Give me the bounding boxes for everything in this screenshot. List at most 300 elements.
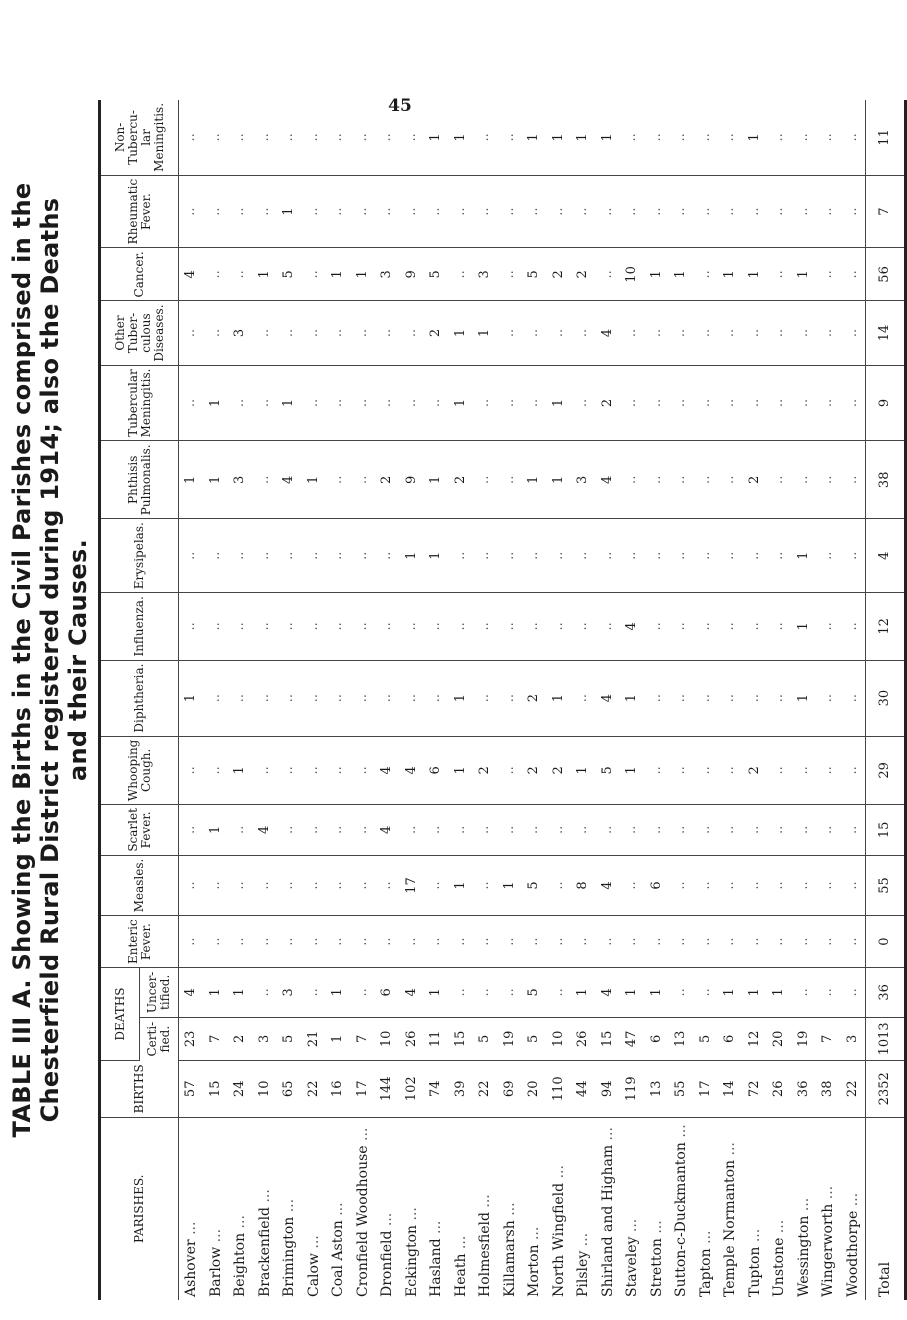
cause-cell — [253, 365, 278, 441]
parish-name: Heath — [452, 1253, 469, 1297]
cause-cell — [816, 175, 841, 248]
empty-leader-dots: .. — [722, 551, 737, 560]
cause-cell — [841, 175, 866, 248]
uncertified-cell: 4 — [596, 968, 621, 1018]
table-row — [277, 100, 302, 1300]
empty-leader-dots: .. — [232, 551, 247, 560]
empty-leader-dots: .. — [795, 825, 811, 835]
cause-cell: 1 — [547, 100, 572, 175]
total-cause: 4 — [866, 519, 906, 593]
empty-leader-dots: .. — [305, 937, 321, 946]
certified-cell: 7 — [351, 1017, 376, 1060]
cause-cell — [400, 660, 425, 736]
births-cell: 15 — [204, 1061, 229, 1117]
empty-leader-dots: .. — [550, 551, 566, 560]
empty-leader-dots: .. — [550, 988, 566, 997]
empty-leader-dots: .. — [697, 133, 713, 142]
cause-cell — [694, 805, 719, 856]
cause-cell: 1 — [571, 736, 596, 804]
cause-cell — [351, 805, 376, 856]
empty-leader-dots: .. — [207, 133, 223, 142]
cause-cell — [179, 301, 204, 365]
cause-cell — [767, 100, 792, 175]
empty-leader-dots: .. — [428, 825, 443, 835]
empty-leader-dots: .. — [477, 937, 492, 946]
certified-cell: 7 — [204, 1017, 229, 1060]
empty-leader-dots: .. — [403, 133, 419, 142]
empty-leader-dots: .. — [648, 207, 664, 216]
cause-cell — [694, 365, 719, 441]
empty-leader-dots: .. — [305, 328, 321, 338]
cause-cell — [816, 736, 841, 804]
cause-cell — [522, 301, 547, 365]
empty-leader-dots: .. — [428, 622, 443, 631]
empty-leader-dots: .. — [795, 398, 811, 408]
leader-dots: ... — [673, 1124, 689, 1143]
cause-cell — [498, 100, 523, 175]
empty-leader-dots: .. — [501, 270, 517, 279]
cause-cell: 1 — [204, 805, 229, 856]
empty-leader-dots: .. — [795, 328, 811, 338]
cause-cell: 2 — [547, 248, 572, 301]
cause-cell — [326, 805, 351, 856]
cause-cell: 5 — [596, 736, 621, 804]
empty-leader-dots: .. — [379, 881, 394, 890]
leader-dots: ... — [795, 1197, 812, 1216]
table-row — [449, 100, 474, 1300]
cause-cell — [326, 660, 351, 736]
empty-leader-dots: .. — [256, 937, 272, 946]
empty-leader-dots: .. — [305, 270, 321, 279]
cause-cell — [473, 441, 498, 519]
empty-leader-dots: .. — [183, 766, 198, 775]
certified-cell: 3 — [841, 1017, 866, 1060]
births-cell: 22 — [473, 1061, 498, 1117]
empty-leader-dots: .. — [624, 825, 639, 835]
cause-cell: 4 — [375, 805, 400, 856]
parish-name: Wingerworth — [820, 1203, 836, 1297]
empty-leader-dots: .. — [648, 398, 664, 408]
table-row — [522, 100, 547, 1300]
parish-name: Shirland and Higham — [599, 1144, 616, 1297]
cause-cell — [253, 301, 278, 365]
cause-cell — [498, 736, 523, 804]
leader-dots: ... — [477, 1194, 493, 1213]
cause-cell — [375, 855, 400, 916]
cause-cell — [792, 175, 817, 248]
cause-cell — [547, 519, 572, 593]
cause-cell — [694, 916, 719, 968]
empty-leader-dots: .. — [501, 937, 517, 946]
uncertified-cell: 5 — [522, 968, 547, 1018]
empty-leader-dots: .. — [232, 398, 247, 408]
empty-leader-dots: .. — [697, 551, 713, 560]
empty-leader-dots: .. — [354, 693, 370, 703]
table-row — [204, 100, 229, 1300]
cause-cell — [253, 593, 278, 660]
cause-cell — [694, 175, 719, 248]
cause-cell — [498, 519, 523, 593]
empty-leader-dots: .. — [722, 825, 737, 835]
cause-cell — [449, 593, 474, 660]
parish-name: Ashover — [183, 1239, 199, 1297]
empty-leader-dots: .. — [673, 693, 688, 703]
cause-cell — [620, 100, 645, 175]
leader-dots: ... — [428, 1220, 444, 1239]
empty-leader-dots: .. — [844, 475, 860, 484]
certified-cell: 15 — [449, 1017, 474, 1060]
parish-name: Barlow — [207, 1246, 224, 1297]
parish-cell — [669, 1117, 694, 1300]
uncertified-cell: 1 — [767, 968, 792, 1018]
cause-cell — [694, 301, 719, 365]
cause-cell — [449, 805, 474, 856]
cause-cell — [596, 248, 621, 301]
cause-cell: 4 — [620, 593, 645, 660]
empty-leader-dots: .. — [281, 881, 296, 890]
certified-cell: 2 — [228, 1017, 253, 1060]
cause-cell — [400, 916, 425, 968]
cause-cell: 4 — [596, 660, 621, 736]
certified-cell: 13 — [669, 1017, 694, 1060]
cause-cell — [767, 248, 792, 301]
empty-leader-dots: .. — [501, 693, 517, 703]
empty-leader-dots: .. — [722, 693, 737, 703]
cause-cell — [694, 248, 719, 301]
cause-cell — [792, 805, 817, 856]
empty-leader-dots: .. — [697, 475, 713, 484]
cause-cell — [767, 301, 792, 365]
empty-leader-dots: .. — [256, 693, 272, 703]
leader-dots: ... — [575, 1232, 591, 1251]
cause-cell — [571, 519, 596, 593]
parish-cell — [547, 1117, 572, 1300]
empty-leader-dots: .. — [256, 328, 272, 338]
parish-name: Temple Normanton — [722, 1159, 738, 1297]
cause-cell: 2 — [522, 736, 547, 804]
cause-cell — [694, 593, 719, 660]
empty-leader-dots: .. — [599, 207, 615, 216]
cause-cell — [571, 660, 596, 736]
table-row — [841, 100, 866, 1300]
empty-leader-dots: .. — [526, 328, 541, 338]
cause-cell — [522, 365, 547, 441]
cause-cell — [326, 736, 351, 804]
parish-cell — [473, 1117, 498, 1300]
empty-leader-dots: .. — [771, 766, 786, 775]
cause-cell — [522, 593, 547, 660]
cause-cell — [620, 805, 645, 856]
table-row — [596, 100, 621, 1300]
cause-cell — [375, 175, 400, 248]
cause-cell — [841, 365, 866, 441]
cause-cell: 1 — [449, 301, 474, 365]
cause-cell — [253, 175, 278, 248]
empty-leader-dots: .. — [354, 207, 370, 216]
page-number: 45 — [388, 96, 412, 116]
cause-cell — [326, 593, 351, 660]
total-cause: 55 — [866, 855, 906, 916]
cause-cell — [179, 100, 204, 175]
empty-leader-dots: .. — [305, 766, 321, 775]
empty-leader-dots: .. — [403, 398, 419, 408]
empty-leader-dots: .. — [722, 133, 737, 142]
cause-cell — [767, 736, 792, 804]
cause-header: Tubercular Meningitis. — [100, 365, 179, 441]
births-cell: 110 — [547, 1061, 572, 1117]
cause-header: Cancer. — [100, 248, 179, 301]
cause-cell — [326, 855, 351, 916]
empty-leader-dots: .. — [452, 207, 468, 216]
leader-dots: ... — [550, 1165, 567, 1183]
empty-leader-dots: .. — [256, 766, 272, 775]
cause-cell — [302, 855, 327, 916]
empty-leader-dots: .. — [795, 881, 811, 890]
empty-leader-dots: .. — [673, 988, 688, 997]
certified-cell: 6 — [645, 1017, 670, 1060]
empty-leader-dots: .. — [771, 328, 786, 338]
empty-leader-dots: .. — [330, 398, 345, 408]
cause-cell — [424, 593, 449, 660]
cause-cell — [841, 441, 866, 519]
cause-cell: 4 — [596, 855, 621, 916]
cause-cell — [498, 593, 523, 660]
cause-cell — [473, 660, 498, 736]
empty-leader-dots: .. — [820, 825, 835, 835]
cause-cell — [228, 593, 253, 660]
parish-cell — [204, 1117, 229, 1300]
empty-leader-dots: .. — [330, 207, 345, 216]
empty-leader-dots: .. — [232, 937, 247, 946]
cause-cell — [302, 365, 327, 441]
cause-cell — [571, 916, 596, 968]
cause-cell — [792, 441, 817, 519]
empty-leader-dots: .. — [599, 551, 615, 560]
cause-cell: 1 — [743, 100, 768, 175]
births-cell: 57 — [179, 1061, 204, 1117]
empty-leader-dots: .. — [501, 551, 517, 560]
cause-header: Non-Tubercu-lar Meningitis. — [100, 100, 179, 175]
empty-leader-dots: .. — [526, 622, 541, 631]
uncertified-cell: 1 — [204, 968, 229, 1018]
cause-cell — [424, 916, 449, 968]
total-row — [866, 100, 906, 1300]
empty-leader-dots: .. — [673, 551, 688, 560]
table-row — [767, 100, 792, 1300]
cause-cell — [204, 301, 229, 365]
empty-leader-dots: .. — [624, 551, 639, 560]
cause-cell: 1 — [669, 248, 694, 301]
cause-cell — [718, 519, 743, 593]
empty-leader-dots: .. — [844, 133, 860, 142]
cause-cell — [694, 441, 719, 519]
empty-leader-dots: .. — [624, 133, 639, 142]
uncertified-cell: 1 — [743, 968, 768, 1018]
cause-cell — [375, 593, 400, 660]
cause-header: Rheumatic Fever. — [100, 175, 179, 248]
cause-cell — [547, 805, 572, 856]
table-row — [669, 100, 694, 1300]
empty-leader-dots: .. — [403, 622, 419, 631]
cause-cell — [620, 365, 645, 441]
table-row — [326, 100, 351, 1300]
empty-leader-dots: .. — [820, 693, 835, 703]
leader-dots: ... — [354, 1127, 371, 1146]
empty-leader-dots: .. — [648, 328, 664, 338]
empty-leader-dots: .. — [452, 825, 468, 835]
uncertified-cell — [449, 968, 474, 1018]
cause-cell — [767, 175, 792, 248]
cause-cell — [792, 100, 817, 175]
cause-cell — [767, 660, 792, 736]
parish-cell — [351, 1117, 376, 1300]
empty-leader-dots: .. — [648, 937, 664, 946]
parish-name: Staveley — [624, 1236, 640, 1297]
cause-cell — [645, 441, 670, 519]
certified-cell: 23 — [179, 1017, 204, 1060]
empty-leader-dots: .. — [501, 988, 517, 997]
cause-cell — [792, 301, 817, 365]
empty-leader-dots: .. — [501, 207, 517, 216]
cause-cell — [743, 660, 768, 736]
empty-leader-dots: .. — [820, 988, 835, 997]
cause-cell — [204, 175, 229, 248]
empty-leader-dots: .. — [820, 766, 835, 775]
empty-leader-dots: .. — [477, 988, 492, 997]
total-births: 2352 — [866, 1061, 906, 1117]
empty-leader-dots: .. — [746, 622, 762, 631]
empty-leader-dots: .. — [207, 693, 223, 703]
empty-leader-dots: .. — [379, 207, 394, 216]
cause-cell — [571, 805, 596, 856]
cause-header: Measles. — [100, 855, 179, 916]
cause-cell — [179, 519, 204, 593]
leader-dots: ... — [599, 1127, 616, 1145]
cause-cell — [498, 248, 523, 301]
empty-leader-dots: .. — [403, 937, 419, 946]
table-row — [424, 100, 449, 1300]
certified-cell: 47 — [620, 1017, 645, 1060]
cause-cell — [522, 916, 547, 968]
empty-leader-dots: .. — [207, 328, 223, 338]
cause-cell: 4 — [596, 301, 621, 365]
cause-header: Diphtheria. — [100, 660, 179, 736]
table-row — [645, 100, 670, 1300]
empty-leader-dots: .. — [526, 207, 541, 216]
cause-cell: 1 — [204, 365, 229, 441]
empty-leader-dots: .. — [771, 133, 786, 142]
cause-cell — [449, 175, 474, 248]
births-cell: 44 — [571, 1061, 596, 1117]
empty-leader-dots: .. — [624, 328, 639, 338]
parish-cell — [792, 1117, 817, 1300]
empty-leader-dots: .. — [795, 207, 811, 216]
empty-leader-dots: .. — [746, 551, 762, 560]
cause-cell — [767, 855, 792, 916]
cause-cell — [718, 660, 743, 736]
empty-leader-dots: .. — [354, 825, 370, 835]
empty-leader-dots: .. — [281, 133, 296, 142]
cause-cell — [669, 365, 694, 441]
cause-cell — [277, 519, 302, 593]
empty-leader-dots: .. — [501, 133, 517, 142]
births-cell: 10 — [253, 1061, 278, 1117]
cause-cell — [767, 593, 792, 660]
cause-cell — [596, 805, 621, 856]
cause-cell: 6 — [424, 736, 449, 804]
empty-leader-dots: .. — [232, 133, 247, 142]
uncertified-cell: 3 — [277, 968, 302, 1018]
parish-name: Wessington — [795, 1215, 812, 1297]
cause-cell: 1 — [302, 441, 327, 519]
empty-leader-dots: .. — [844, 207, 860, 216]
cause-cell: 1 — [620, 736, 645, 804]
cause-cell — [277, 100, 302, 175]
cause-cell — [620, 301, 645, 365]
cause-cell — [694, 736, 719, 804]
cause-cell — [718, 736, 743, 804]
cause-cell: 1 — [277, 175, 302, 248]
cause-cell — [694, 100, 719, 175]
table-row — [792, 100, 817, 1300]
total-cause: 29 — [866, 736, 906, 804]
empty-leader-dots: .. — [550, 622, 566, 631]
empty-leader-dots: .. — [183, 207, 198, 216]
cause-cell — [204, 248, 229, 301]
cause-cell — [204, 855, 229, 916]
certified-cell: 11 — [424, 1017, 449, 1060]
empty-leader-dots: .. — [697, 937, 713, 946]
cause-cell: 1 — [204, 441, 229, 519]
parish-cell — [645, 1117, 670, 1300]
empty-leader-dots: .. — [795, 133, 811, 142]
cause-cell — [228, 519, 253, 593]
cause-cell — [302, 805, 327, 856]
certified-cell: 5 — [473, 1017, 498, 1060]
certified-cell: 7 — [816, 1017, 841, 1060]
cause-cell: 1 — [326, 248, 351, 301]
empty-leader-dots: .. — [452, 988, 468, 997]
empty-leader-dots: .. — [820, 551, 835, 560]
certified-cell: 26 — [571, 1017, 596, 1060]
empty-leader-dots: .. — [820, 207, 835, 216]
empty-leader-dots: .. — [183, 937, 198, 946]
cause-cell — [302, 736, 327, 804]
parish-cell — [277, 1117, 302, 1300]
empty-leader-dots: .. — [697, 881, 713, 890]
empty-leader-dots: .. — [477, 475, 492, 484]
empty-leader-dots: .. — [452, 622, 468, 631]
cause-cell — [767, 365, 792, 441]
cause-cell: 1 — [228, 736, 253, 804]
cause-cell — [277, 301, 302, 365]
cause-cell — [302, 660, 327, 736]
empty-leader-dots: .. — [330, 328, 345, 338]
cause-cell — [351, 365, 376, 441]
total-cause: 7 — [866, 175, 906, 248]
cause-cell — [449, 248, 474, 301]
births-header: BIRTHS — [100, 1061, 179, 1117]
total-cause: 0 — [866, 916, 906, 968]
empty-leader-dots: .. — [673, 133, 688, 142]
empty-leader-dots: .. — [697, 207, 713, 216]
empty-leader-dots: .. — [281, 693, 296, 703]
total-cause: 12 — [866, 593, 906, 660]
empty-leader-dots: .. — [599, 270, 615, 279]
empty-leader-dots: .. — [624, 937, 639, 946]
empty-leader-dots: .. — [256, 398, 272, 408]
empty-leader-dots: .. — [526, 937, 541, 946]
